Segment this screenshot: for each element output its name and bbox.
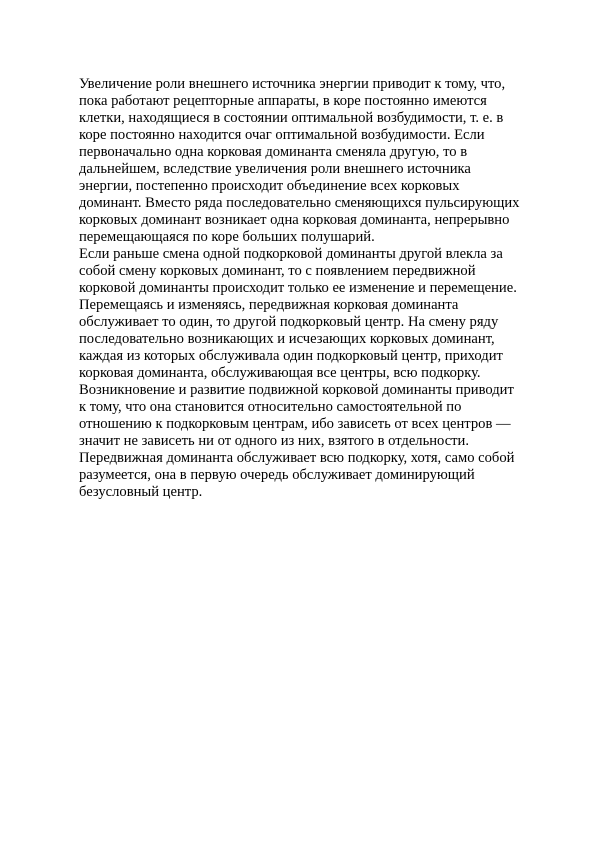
text-line: отношению к подкорковым центрам, ибо зависеть от всех центров —: [79, 416, 511, 432]
text-line: дальнейшем, вследствие увеличения роли внешнего источника: [79, 161, 471, 177]
text-line: доминант. Вместо ряда последовательно сменяющихся пульсирующих: [79, 195, 520, 211]
text-line: собой смену корковых доминант, то с появлением передвижной: [79, 263, 476, 279]
text-line: корковых доминант возникает одна корковая доминанта, непрерывно: [79, 212, 510, 228]
text-line: клетки, находящиеся в состоянии оптимальной возбудимости, т. е. в: [79, 110, 504, 126]
text-line: к тому, что она становится относительно самостоятельной по: [79, 399, 462, 415]
text-line: безусловный центр.: [79, 484, 203, 500]
text-line: каждая из которых обслуживала один подкорковый центр, приходит: [79, 348, 503, 364]
text-line: обслуживает то один, то другой подкорковый центр. На смену ряду: [79, 314, 499, 330]
text-line: Если раньше смена одной подкорковой доминанты другой влекла за: [79, 246, 503, 262]
text-line: энергии, постепенно происходит объединение всех корковых: [79, 178, 460, 194]
paragraph: [79, 246, 539, 382]
paragraph: [79, 382, 539, 501]
text-line: Увеличение роли внешнего источника энергии приводит к тому, что,: [79, 76, 506, 92]
text-line: пока работают рецепторные аппараты, в коре постоянно имеются: [79, 93, 487, 109]
text-line: перемещающаяся по коре больших полушарий.: [79, 229, 375, 245]
text-block: [79, 76, 539, 501]
text-line: корковая доминанта, обслуживающая все центры, всю подкорку.: [79, 365, 481, 381]
paragraph: [79, 76, 539, 246]
text-line: Перемещаясь и изменяясь, передвижная корковая доминанта: [79, 297, 459, 313]
text-line: разумеется, она в первую очередь обслуживает доминирующий: [79, 467, 475, 483]
text-line: значит не зависеть ни от одного из них, взятого в отдельности.: [79, 433, 470, 449]
text-line: Передвижная доминанта обслуживает всю подкорку, хотя, само собой: [79, 450, 515, 466]
text-line: Возникновение и развитие подвижной корковой доминанты приводит: [79, 382, 514, 398]
text-line: корковой доминанты происходит только ее изменение и перемещение.: [79, 280, 517, 296]
text-line: коре постоянно находится очаг оптимальной возбудимости. Если: [79, 127, 485, 143]
text-line: последовательно возникающих и исчезающих корковых доминант,: [79, 331, 495, 347]
text-line: первоначально одна корковая доминанта сменяла другую, то в: [79, 144, 468, 160]
